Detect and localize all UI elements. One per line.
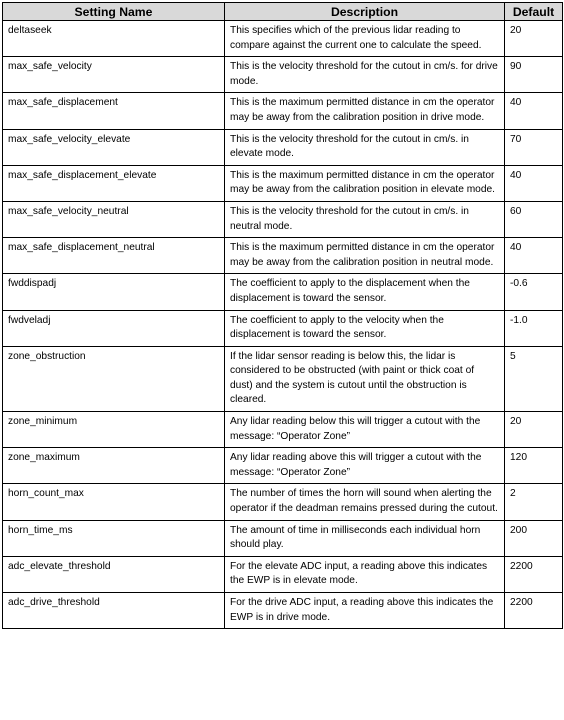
table-row [3, 484, 563, 520]
description-cell: The number of times the horn will sound when alerting the operator if the deadman remains pressed during the cutout. [225, 484, 505, 520]
default-value-cell: 40 [505, 165, 563, 201]
setting-name-cell: max_safe_displacement [3, 93, 225, 129]
table-row [3, 412, 563, 448]
table-row [3, 201, 563, 237]
setting-name-cell: max_safe_velocity_neutral [3, 201, 225, 237]
header-description: Description [225, 3, 505, 21]
table-row [3, 593, 563, 629]
setting-name-cell: horn_count_max [3, 484, 225, 520]
description-cell: This is the velocity threshold for the cutout in cm/s. for drive mode. [225, 57, 505, 93]
table-row [3, 57, 563, 93]
table-row [3, 448, 563, 484]
header-setting-name: Setting Name [3, 3, 225, 21]
table-row [3, 346, 563, 411]
settings-table [2, 2, 563, 629]
description-cell: This is the maximum permitted distance in cm the operator may be away from the calibration position in elevate mode. [225, 165, 505, 201]
default-value-cell: 90 [505, 57, 563, 93]
default-value-cell: 40 [505, 238, 563, 274]
description-cell: The coefficient to apply to the displacement when the displacement is toward the sensor. [225, 274, 505, 310]
setting-name-cell: zone_minimum [3, 412, 225, 448]
table-row [3, 556, 563, 592]
table-row [3, 165, 563, 201]
table-row [3, 310, 563, 346]
setting-name-cell: max_safe_displacement_neutral [3, 238, 225, 274]
description-cell: This specifies which of the previous lidar reading to compare against the current one to calculate the speed. [225, 21, 505, 57]
setting-name-cell: fwdveladj [3, 310, 225, 346]
default-value-cell: 2 [505, 484, 563, 520]
description-cell: This is the maximum permitted distance in cm the operator may be away from the calibration position in drive mode. [225, 93, 505, 129]
setting-name-cell: deltaseek [3, 21, 225, 57]
description-cell: If the lidar sensor reading is below this, the lidar is considered to be obstructed (with paint or thick coat of dust) and the system is cutout until the obstruction is cleared. [225, 346, 505, 411]
description-cell: For the elevate ADC input, a reading above this indicates the EWP is in elevate mode. [225, 556, 505, 592]
description-cell: Any lidar reading above this will trigger a cutout with the message: “Operator Zone” [225, 448, 505, 484]
setting-name-cell: zone_obstruction [3, 346, 225, 411]
default-value-cell: 200 [505, 520, 563, 556]
setting-name-cell: max_safe_velocity_elevate [3, 129, 225, 165]
setting-name-cell: horn_time_ms [3, 520, 225, 556]
default-value-cell: 120 [505, 448, 563, 484]
table-row [3, 129, 563, 165]
setting-name-cell: zone_maximum [3, 448, 225, 484]
header-row [3, 3, 563, 21]
description-cell: The coefficient to apply to the velocity when the displacement is toward the sensor. [225, 310, 505, 346]
default-value-cell: 20 [505, 21, 563, 57]
description-cell: Any lidar reading below this will trigger a cutout with the message: “Operator Zone” [225, 412, 505, 448]
default-value-cell: 2200 [505, 593, 563, 629]
default-value-cell: 2200 [505, 556, 563, 592]
default-value-cell: -0.6 [505, 274, 563, 310]
default-value-cell: 40 [505, 93, 563, 129]
table-row [3, 520, 563, 556]
header-default: Default [505, 3, 563, 21]
table-row [3, 238, 563, 274]
default-value-cell: 20 [505, 412, 563, 448]
default-value-cell: 60 [505, 201, 563, 237]
description-cell: The amount of time in milliseconds each individual horn should play. [225, 520, 505, 556]
table-row [3, 274, 563, 310]
setting-name-cell: adc_elevate_threshold [3, 556, 225, 592]
description-cell: This is the maximum permitted distance in cm the operator may be away from the calibration position in neutral mode. [225, 238, 505, 274]
table-row [3, 93, 563, 129]
default-value-cell: -1.0 [505, 310, 563, 346]
setting-name-cell: fwddispadj [3, 274, 225, 310]
default-value-cell: 5 [505, 346, 563, 411]
description-cell: This is the velocity threshold for the cutout in cm/s. in neutral mode. [225, 201, 505, 237]
setting-name-cell: adc_drive_threshold [3, 593, 225, 629]
description-cell: For the drive ADC input, a reading above this indicates the EWP is in drive mode. [225, 593, 505, 629]
setting-name-cell: max_safe_velocity [3, 57, 225, 93]
default-value-cell: 70 [505, 129, 563, 165]
setting-name-cell: max_safe_displacement_elevate [3, 165, 225, 201]
table-row [3, 21, 563, 57]
description-cell: This is the velocity threshold for the cutout in cm/s. in elevate mode. [225, 129, 505, 165]
